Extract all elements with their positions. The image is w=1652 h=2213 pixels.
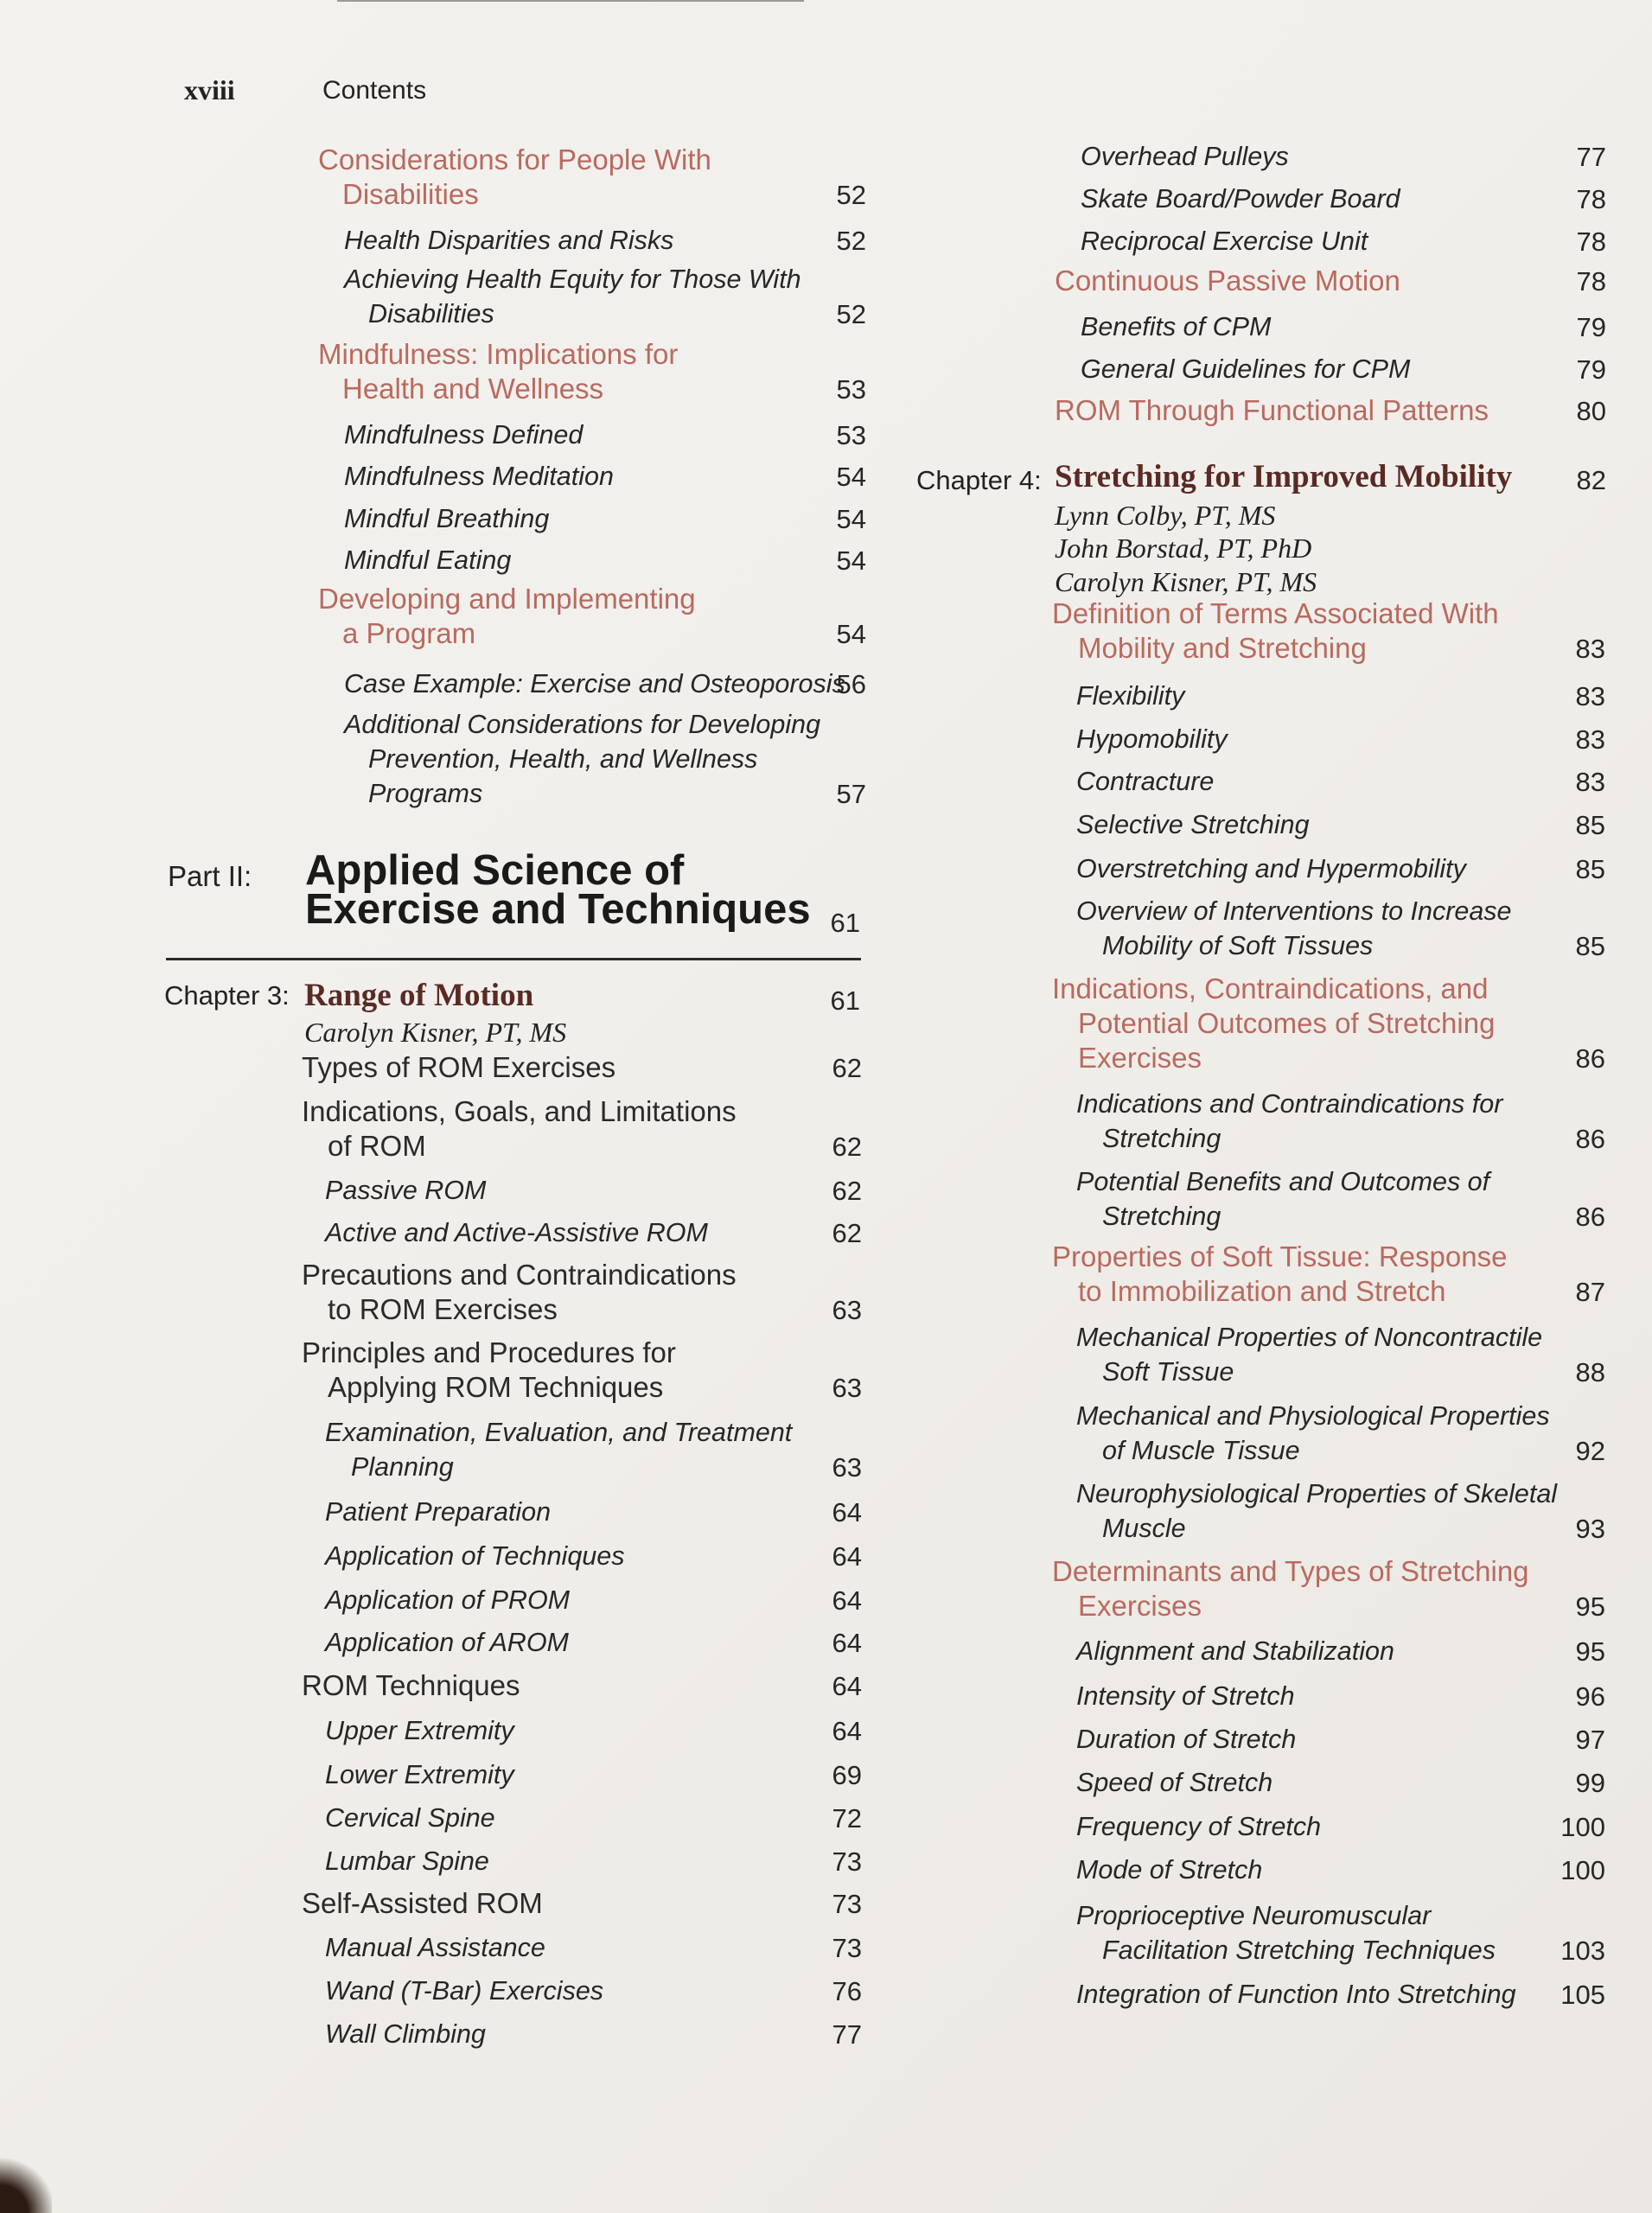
toc-entry-title: Application of AROM: [325, 1628, 569, 1657]
chapter-4-title: Stretching for Improved Mobility: [1055, 459, 1513, 494]
toc-entry-page-number: 95: [1575, 1591, 1605, 1622]
toc-entry-page-number: 72: [832, 1803, 862, 1834]
toc-entry-page-number: 100: [1560, 1855, 1605, 1885]
chapter-4-page-number: 82: [1576, 465, 1606, 495]
toc-entry-title-continued: Disabilities: [342, 178, 479, 210]
toc-entry-title: Flexibility: [1076, 681, 1185, 711]
toc-entry-title-continued: Potential Outcomes of Stretching: [1078, 1007, 1496, 1039]
toc-entry-title: Active and Active-Assistive ROM: [325, 1218, 708, 1247]
toc-entry-title: Additional Considerations for Developing: [344, 710, 821, 739]
toc-entry-title: Reciprocal Exercise Unit: [1081, 226, 1368, 256]
chapter-4-author: Lynn Colby, PT, MS: [1055, 500, 1276, 531]
toc-entry-page-number: 100: [1560, 1812, 1605, 1842]
toc-entry-page-number: 63: [832, 1452, 862, 1483]
toc-entry-title: Neurophysiological Properties of Skeletal: [1076, 1479, 1558, 1508]
toc-entry-title: Precautions and Contraindications: [302, 1259, 737, 1291]
part-label: Part II:: [168, 860, 252, 892]
toc-entry-page-number: 57: [836, 779, 866, 809]
toc-entry-page-number: 79: [1576, 312, 1606, 342]
toc-entry-title-continued: Health and Wellness: [342, 373, 604, 405]
toc-entry-page-number: 73: [832, 1846, 862, 1877]
toc-entry-page-number: 85: [1575, 854, 1605, 884]
toc-entry-title: Application of PROM: [325, 1585, 571, 1615]
toc-entry-page-number: 64: [832, 1497, 862, 1527]
toc-entry-page-number: 64: [832, 1628, 862, 1658]
toc-entry-title-continued: Planning: [351, 1452, 454, 1482]
toc-entry-title: Achieving Health Equity for Those With: [344, 265, 801, 294]
toc-entry-page-number: 85: [1575, 931, 1605, 961]
toc-entry-title: Mechanical Properties of Noncontractile: [1076, 1323, 1543, 1352]
toc-entry-title: Overview of Interventions to Increase: [1076, 896, 1512, 926]
toc-entry-page-number: 95: [1575, 1636, 1605, 1667]
toc-entry-title: Developing and Implementing: [318, 583, 696, 615]
toc-entry-page-number: 80: [1576, 396, 1606, 426]
chapter-4-author: John Borstad, PT, PhD: [1055, 533, 1312, 564]
toc-entry-title: General Guidelines for CPM: [1081, 354, 1411, 384]
toc-entry-title-continued: Stretching: [1102, 1202, 1221, 1231]
toc-entry-page-number: 87: [1575, 1277, 1605, 1307]
toc-entry-page-number: 86: [1575, 1202, 1605, 1232]
toc-entry-title-continued: Mobility of Soft Tissues: [1102, 931, 1374, 960]
toc-entry-page-number: 77: [1576, 142, 1606, 172]
toc-entry-title: Integration of Function Into Stretching: [1076, 1980, 1516, 2009]
toc-entry-page-number: 93: [1575, 1514, 1605, 1544]
toc-entry-title: Principles and Procedures for: [302, 1336, 676, 1368]
toc-entry-title: Selective Stretching: [1076, 810, 1310, 839]
part-title: Applied Science of Exercise and Techniques: [305, 847, 811, 933]
toc-entry-title: Benefits of CPM: [1081, 312, 1272, 341]
toc-entry-page-number: 62: [832, 1132, 862, 1162]
toc-entry-title: Lower Extremity: [325, 1760, 514, 1789]
toc-entry-title: Examination, Evaluation, and Treatment: [325, 1418, 793, 1447]
page-corner-shadow: [0, 2152, 52, 2213]
toc-entry-title-continued: of ROM: [328, 1130, 426, 1162]
toc-entry-title: Mindful Eating: [344, 545, 512, 575]
toc-entry-title: Properties of Soft Tissue: Response: [1052, 1240, 1508, 1272]
toc-entry-title: Health Disparities and Risks: [344, 226, 674, 255]
toc-entry-page-number: 52: [836, 226, 866, 256]
toc-entry-page-number: 52: [836, 180, 866, 210]
toc-entry-title-continued: Exercises: [1078, 1042, 1202, 1074]
toc-entry-page-number: 73: [832, 1889, 862, 1919]
chapter-3-label: Chapter 3:: [164, 980, 290, 1011]
toc-entry-title: Mindfulness Meditation: [344, 462, 614, 491]
toc-entry-title: Mode of Stretch: [1076, 1855, 1263, 1885]
toc-entry-title: Overstretching and Hypermobility: [1076, 854, 1466, 883]
running-head: Contents: [322, 76, 427, 105]
toc-entry-title-continued: a Program: [342, 617, 476, 649]
toc-entry-page-number: 85: [1575, 810, 1605, 840]
toc-entry-page-number: 83: [1575, 634, 1605, 664]
top-edge-line: [337, 0, 804, 2]
toc-entry-page-number: 83: [1575, 681, 1605, 711]
toc-entry-title: ROM Techniques: [302, 1669, 520, 1701]
toc-entry-title: Lumbar Spine: [325, 1846, 489, 1876]
toc-entry-title-continued: Applying ROM Techniques: [328, 1371, 664, 1403]
toc-entry-page-number: 62: [832, 1218, 862, 1248]
toc-entry-page-number: 92: [1575, 1436, 1605, 1466]
toc-entry-title-continued: Exercises: [1078, 1590, 1202, 1622]
toc-entry-page-number: 62: [832, 1053, 862, 1083]
toc-entry-page-number: 78: [1576, 184, 1606, 214]
toc-entry-page-number: 63: [832, 1373, 862, 1403]
toc-entry-title: Types of ROM Exercises: [302, 1051, 616, 1083]
toc-entry-title: Proprioceptive Neuromuscular: [1076, 1901, 1432, 1930]
toc-entry-page-number: 86: [1575, 1043, 1605, 1074]
toc-entry-title: Definition of Terms Associated With: [1052, 597, 1499, 629]
toc-entry-title-continued: Mobility and Stretching: [1078, 632, 1367, 664]
toc-entry-page-number: 86: [1575, 1124, 1605, 1154]
toc-entry-title: Duration of Stretch: [1076, 1725, 1297, 1754]
toc-entry-title: Frequency of Stretch: [1076, 1812, 1322, 1841]
chapter-4-author: Carolyn Kisner, PT, MS: [1055, 566, 1317, 597]
toc-entry-page-number: 105: [1560, 1980, 1605, 2010]
toc-entry-page-number: 78: [1576, 266, 1606, 297]
toc-entry-page-number: 54: [836, 619, 866, 649]
toc-entry-page-number: 78: [1576, 226, 1606, 257]
toc-entry-title: Manual Assistance: [325, 1933, 545, 1962]
toc-entry-page-number: 52: [836, 299, 866, 329]
chapter-4-label: Chapter 4:: [916, 465, 1042, 495]
toc-entry-title: Cervical Spine: [325, 1803, 495, 1833]
toc-entry-page-number: 54: [836, 462, 866, 492]
toc-entry-title: Hypomobility: [1076, 724, 1228, 754]
toc-entry-title: Self-Assisted ROM: [302, 1887, 543, 1919]
toc-entry-title: Patient Preparation: [325, 1497, 552, 1527]
toc-entry-title-continued: Soft Tissue: [1102, 1357, 1234, 1387]
toc-entry-title: Considerations for People With: [318, 143, 711, 175]
toc-entry-page-number: 62: [832, 1176, 862, 1206]
toc-entry-page-number: 64: [832, 1541, 862, 1572]
toc-entry-title-continued: Stretching: [1102, 1124, 1221, 1153]
toc-entry-title: ROM Through Functional Patterns: [1055, 394, 1489, 426]
toc-entry-page-number: 53: [836, 420, 866, 450]
page-number: xviii: [184, 74, 235, 105]
chapter-3-author: Carolyn Kisner, PT, MS: [304, 1017, 567, 1048]
toc-entry-page-number: 96: [1575, 1681, 1605, 1712]
toc-entry-title-continued: of Muscle Tissue: [1102, 1436, 1300, 1465]
chapter-3-title: Range of Motion: [304, 978, 534, 1013]
toc-entry-page-number: 64: [832, 1585, 862, 1616]
toc-entry-title: Alignment and Stabilization: [1076, 1636, 1394, 1666]
toc-entry-title: Skate Board/Powder Board: [1081, 184, 1400, 214]
toc-entry-page-number: 63: [832, 1295, 862, 1325]
toc-entry-page-number: 54: [836, 504, 866, 534]
toc-entry-page-number: 103: [1560, 1936, 1605, 1966]
toc-entry-title: Overhead Pulleys: [1081, 142, 1289, 171]
toc-entry-page-number: 83: [1575, 767, 1605, 797]
toc-entry-title: Continuous Passive Motion: [1055, 265, 1400, 297]
toc-entry-page-number: 53: [836, 374, 866, 405]
toc-entry-page-number: 77: [832, 2019, 862, 2050]
toc-entry-title: Indications, Contraindications, and: [1052, 973, 1489, 1004]
toc-entry-title: Wand (T-Bar) Exercises: [325, 1976, 604, 2006]
toc-entry-page-number: 97: [1575, 1725, 1605, 1755]
toc-entry-page-number: 73: [832, 1933, 862, 1963]
toc-entry-title: Mechanical and Physiological Properties: [1076, 1401, 1550, 1431]
toc-entry-title: Passive ROM: [325, 1176, 487, 1205]
toc-entry-title: Case Example: Exercise and Osteoporosis: [344, 669, 845, 698]
toc-entry-title: Determinants and Types of Stretching: [1052, 1555, 1529, 1587]
toc-entry-title: Wall Climbing: [325, 2019, 486, 2049]
toc-entry-page-number: 64: [832, 1671, 862, 1701]
toc-entry-page-number: 56: [836, 669, 866, 699]
part-page-number: 61: [830, 908, 860, 938]
toc-entry-title-continued: Programs: [368, 779, 483, 808]
toc-entry-title: Mindfulness Defined: [344, 420, 584, 450]
toc-entry-title: Contracture: [1076, 767, 1215, 796]
toc-entry-title: Potential Benefits and Outcomes of: [1076, 1167, 1490, 1196]
toc-entry-title-continued: Muscle: [1102, 1514, 1186, 1543]
toc-entry-page-number: 99: [1575, 1768, 1605, 1798]
toc-entry-page-number: 88: [1575, 1357, 1605, 1387]
toc-entry-title-continued: Disabilities: [368, 299, 494, 328]
toc-entry-title: Mindfulness: Implications for: [318, 338, 679, 370]
toc-entry-title-continued: Prevention, Health, and Wellness: [368, 744, 758, 774]
toc-entry-title-continued: to ROM Exercises: [328, 1293, 558, 1325]
toc-entry-title: Mindful Breathing: [344, 504, 550, 533]
toc-entry-page-number: 54: [836, 545, 866, 576]
toc-entry-title: Upper Extremity: [325, 1716, 514, 1745]
chapter-3-page-number: 61: [830, 985, 860, 1016]
toc-entry-title-continued: to Immobilization and Stretch: [1078, 1275, 1446, 1307]
toc-entry-title-continued: Facilitation Stretching Techniques: [1102, 1936, 1496, 1965]
toc-entry-title: Indications and Contraindications for: [1076, 1089, 1503, 1119]
toc-entry-page-number: 83: [1575, 724, 1605, 755]
toc-entry-title: Indications, Goals, and Limitations: [302, 1095, 737, 1127]
part-divider-rule: [166, 958, 861, 960]
toc-entry-title: Application of Techniques: [325, 1541, 625, 1571]
toc-entry-page-number: 76: [832, 1976, 862, 2006]
toc-entry-title: Speed of Stretch: [1076, 1768, 1273, 1797]
toc-entry-title: Intensity of Stretch: [1076, 1681, 1295, 1711]
toc-entry-page-number: 69: [832, 1760, 862, 1790]
toc-entry-page-number: 79: [1576, 354, 1606, 385]
toc-entry-page-number: 64: [832, 1716, 862, 1746]
